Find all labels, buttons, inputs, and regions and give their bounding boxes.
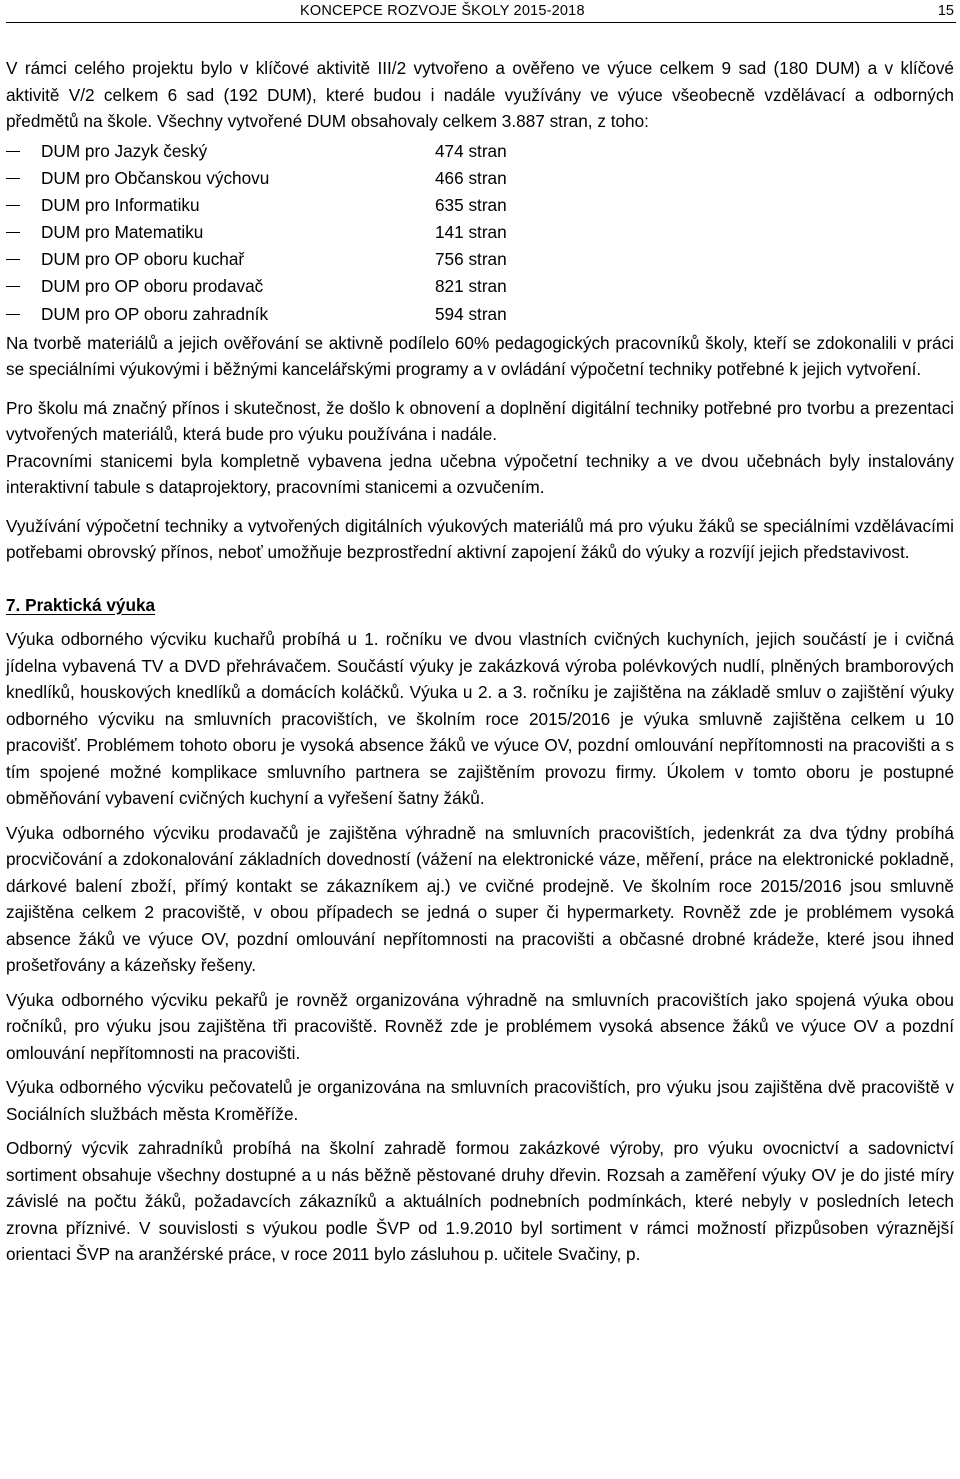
list-item	[6, 246, 954, 273]
header-divider	[6, 22, 956, 23]
dash-bullet-icon	[6, 259, 20, 260]
list-item-name: DUM pro Jazyk český	[41, 140, 208, 161]
paragraph-benefits: Využívání výpočetní techniky a vytvořených digitálních výukových materiálů má pro výuku žáků se speciálními vzdělávacími potřebami obrovský přínos, neboť umožňuje bezprostřední aktivní zapojení žáků do výuky a rozvíjí jejich představivost.	[6, 515, 954, 563]
list-item	[6, 138, 954, 165]
list-item-name: DUM pro Informatiku	[41, 194, 200, 215]
list-item	[6, 219, 954, 246]
list-item-pages: 635 stran	[435, 194, 507, 215]
list-item-name: DUM pro OP oboru kuchař	[41, 249, 245, 270]
list-item	[6, 273, 954, 300]
paragraph-staff: Na tvorbě materiálů a jejich ověřování se aktivně podílelo 60% pedagogických pracovníků školy, kteří se zdokonalili v práci se speciálními výukovými i běžnými kancelářskými programy a v ovládání výpočetní techniky potřebné k jejich vytvoření.	[6, 332, 954, 380]
list-item-pages: 756 stran	[435, 249, 507, 270]
paragraph-caregivers: Výuka odborného výcviku pečovatelů je organizována na smluvních pracovištích, pro výuku jsou zajištěna dvě pracoviště v Sociálních službách města Kroměříže.	[6, 1077, 954, 1124]
list-item-pages: 474 stran	[435, 140, 507, 161]
paragraph-workstations: Pracovními stanicemi byla kompletně vybavena jedna učebna výpočetní techniky a ve dvou učebnách byly instalovány interaktivní tabule s dataprojektory, pracovními stanicemi a ozvučením.	[6, 450, 954, 498]
intro-paragraph: V rámci celého projektu bylo v klíčové aktivitě III/2 vytvořeno a ověřeno ve výuce celkem 9 sad (180 DUM) a v klíčové aktivitě V/2 celkem 6 sad (192 DUM), které budou i nadále využívány ve výuce všeobecně vzdělávací a odborných předmětů na škole. Všechny vytvořené DUM obsahovaly celkem 3.887 stran, z toho:	[6, 58, 954, 131]
dash-bullet-icon	[6, 205, 20, 206]
dash-bullet-icon	[6, 232, 20, 233]
dash-bullet-icon	[6, 178, 20, 179]
page-number: 15	[937, 3, 954, 19]
page-header	[0, 0, 960, 24]
section-heading-text: 7. Praktická výuka	[6, 594, 156, 615]
list-item-pages: 466 stran	[435, 167, 507, 188]
dash-bullet-icon	[6, 286, 20, 287]
list-item	[6, 301, 954, 328]
paragraph-equipment: Pro školu má značný přínos i skutečnost, že došlo k obnovení a doplnění digitální techniky potřebné pro tvorbu a prezentaci vytvořených materiálů, která bude pro výuku používána i nadále.	[6, 397, 954, 445]
paragraph-gardeners: Odborný výcvik zahradníků probíhá na školní zahradě formou zakázkové výroby, pro výuku ovocnictví a sadovnictví sortiment obsahuje všechny dostupné a u nás běžně pěstované druhy dřevin. Rozsah a zaměření výuky OV je do jisté míry závislé na počtu žáků, požadavcích zákazníků a aktuálních podnebních podmínkách, které nebyly v posledních letech zrovna příznivé. V souvislosti s výukou podle ŠVP od 1.9.2010 byl sortiment v rámci možností přizpůsoben výraznější orientaci ŠVP na aranžérské práce, v roce 2011 bylo zásluhou p. učitele Svačiny, p.	[6, 1138, 954, 1265]
list-item-name: DUM pro Matematiku	[41, 222, 204, 243]
document-title: KONCEPCE ROZVOJE ŠKOLY 2015-2018	[300, 3, 585, 19]
paragraph-sellers: Výuka odborného výcviku prodavačů je zajištěna výhradně na smluvních pracovištích, jedenkrát za dva týdny probíhá procvičování a zdokonalování základních dovedností (vážení na elektronické váze, měření, práce na elektronické pokladně, dárkové balení zboží, přímý kontakt se zákazníkem aj.) ve cvičné prodejně. Ve školním roce 2015/2016 jsou smluvně zajištěna celkem 2 pracoviště, v obou případech se jedná o super či hypermarkety. Rovněž zde je problémem vysoká absence žáků ve výuce OV, pozdní omlouvání nepřítomnosti na pracovišti a občasné drobné krádeže, které jsou ihned prošetřovány a kázeňsky řešeny.	[6, 822, 954, 976]
list-item	[6, 192, 954, 219]
paragraph-cooks: Výuka odborného výcviku kuchařů probíhá u 1. ročníku ve dvou vlastních cvičných kuchyních, jejich součástí je i cvičná jídelna vybavená TV a DVD přehrávačem. Součástí výuky je zakázková výroba polévkových nudlí, plněných bramborových knedlíků, houskových knedlíků a domácích koláčků. Výuka u 2. a 3. ročníku je zajištěna na základě smluv o zajištění výuky odborného výcviku na smluvních pracovištích, ve školním roce 2015/2016 je výuka smluvně zajištěna celkem u 10 pracovišť. Problémem tohoto oboru je vysoká absence žáků ve výuce OV, pozdní omlouvání nepřítomnosti na pracovišti a s tím spojené možné komplikace smluvního partnera se zajištěním provozu firmy. Úkolem v tomto oboru je postupné obměňování vybavení cvičných kuchyní a vyřešení šatny žáků.	[6, 629, 954, 809]
document-body	[6, 55, 954, 1268]
list-item-pages: 141 stran	[435, 222, 507, 243]
paragraph-bakers: Výuka odborného výcviku pekařů je rovněž organizována výhradně na smluvních pracovištích jako spojená výuka obou ročníků, pro výuku jsou zajištěna tři pracoviště. Rovněž zde je problémem vysoká absence žáků ve výuce OV a pozdní omlouvání nepřítomnosti na pracovišti.	[6, 989, 954, 1063]
dum-list	[6, 138, 954, 328]
section-heading	[6, 592, 954, 619]
list-item-name: DUM pro Občanskou výchovu	[41, 167, 270, 188]
dash-bullet-icon	[6, 314, 20, 315]
list-item-pages: 594 stran	[435, 303, 507, 324]
list-item-name: DUM pro OP oboru zahradník	[41, 303, 269, 324]
list-item-name: DUM pro OP oboru prodavač	[41, 276, 264, 297]
list-item-pages: 821 stran	[435, 276, 507, 297]
list-item	[6, 165, 954, 192]
dash-bullet-icon	[6, 151, 20, 152]
